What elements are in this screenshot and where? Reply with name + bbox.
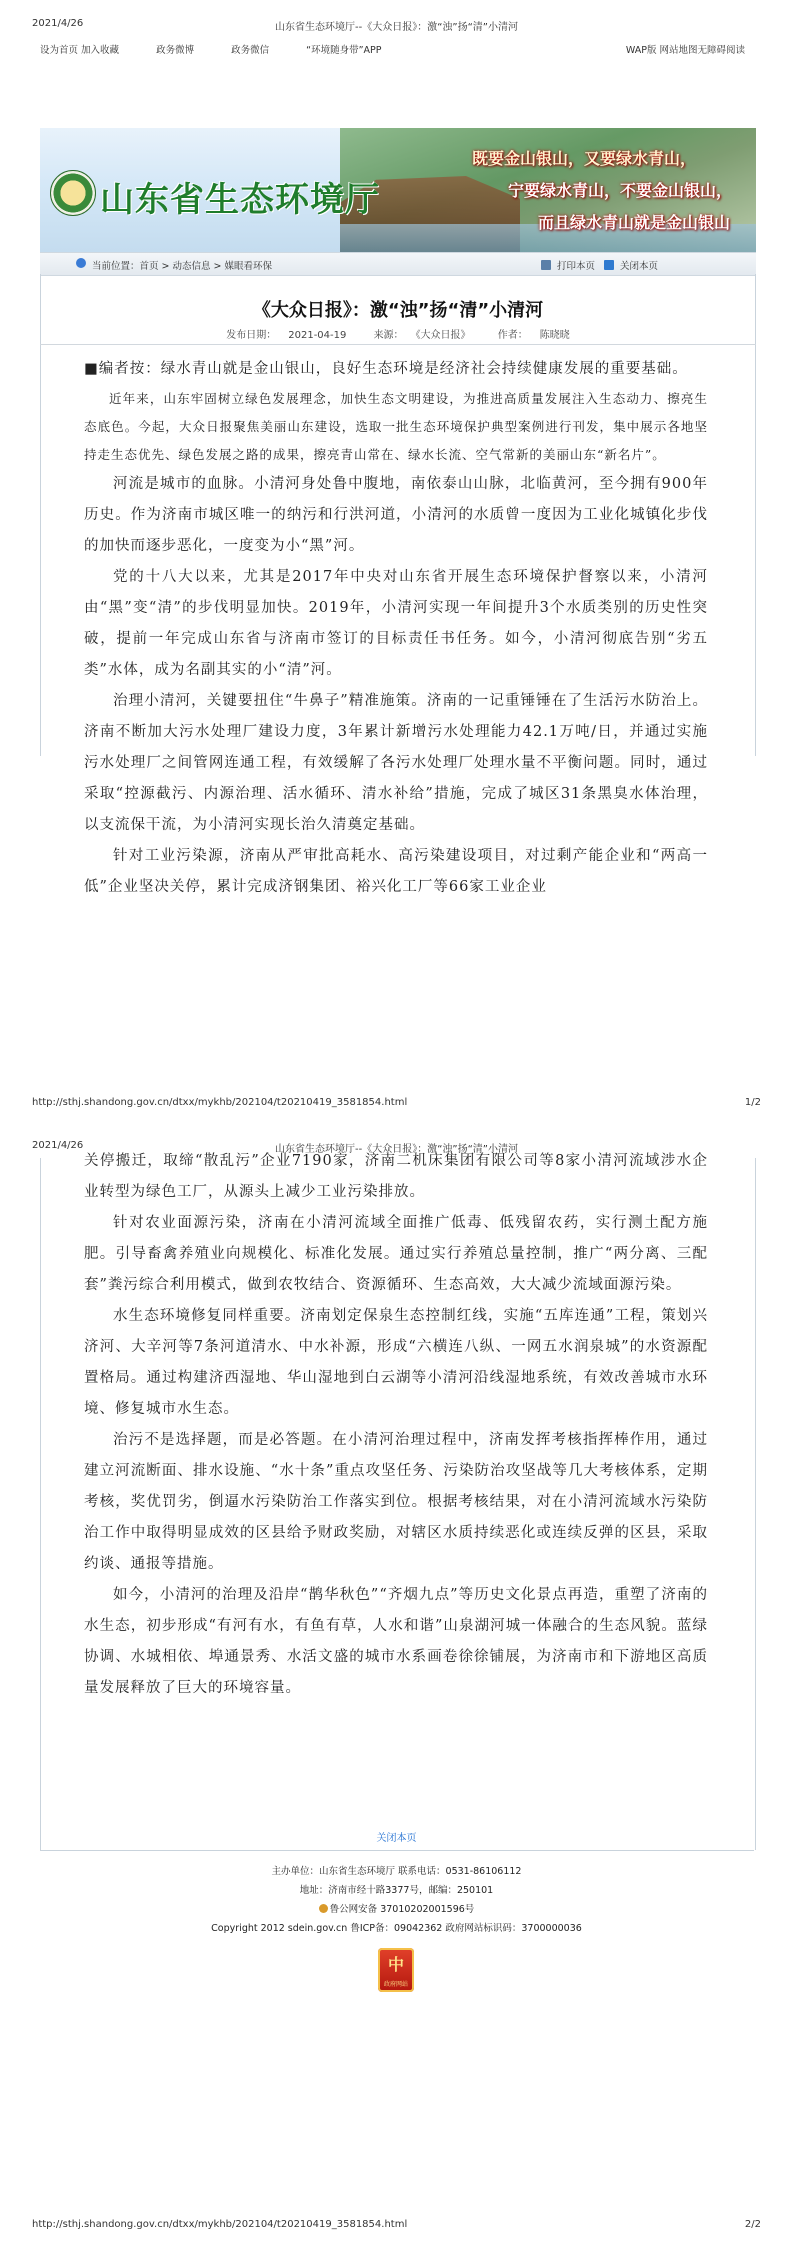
set-homepage-link[interactable]: 设为首页 加入收藏: [40, 45, 120, 56]
paragraph: 关停搬迁，取缔“散乱污”企业7190家，济南二机床集团有限公司等8家小清河流域涉水企业转型为绿色工厂，从源头上减少工业污染排放。: [84, 1153, 708, 1200]
print-date: 2021/4/26: [32, 1140, 84, 1151]
slogan-line-1: 既要金山银山，又要绿水青山，: [472, 149, 697, 168]
paragraph: 水生态环境修复同样重要。济南划定保泉生态控制红线，实施“五库连通”工程，策划兴济河、大辛河等7条河道清水、中水补源，形成“六横连八纵、一网五水润泉城”的水资源配置格局。通过构建济西湿地、华山湿地到白云湖等小清河沿线湿地系统，有效改善城市水环境、修复城市水生态。: [84, 1308, 708, 1417]
paragraph: 如今，小清河的治理及沿岸“鹊华秋色”“齐烟九点”等历史文化景点再造，重塑了济南的水生态，初步形成“有河有水，有鱼有草，人水和谐”山泉湖河城一体融合的生态风貌。蓝绿协调、水城相依、埠通景秀、水活文盛的城市水系画卷徐徐铺展，为济南市和下游地区高质量发展释放了巨大的环境容量。: [84, 1587, 708, 1696]
article-author: 陈晓晓: [539, 330, 570, 341]
site-footer: [0, 1862, 793, 1938]
footer-police-record[interactable]: 鲁公网安备 37010202001596号: [329, 1904, 475, 1915]
article-body-part-1: [84, 354, 708, 903]
paragraph: 党的十八大以来，尤其是2017年中央对山东省开展生态环境保护督察以来，小清河由“黑”变“清”的步伐明显加快。2019年，小清河实现一年间提升3个水质类别的历史性突破，提前一年完成山东省与济南市签订的目标责任书任务。如今，小清河彻底告别“劣五类”水体，成为名副其实的小“清”河。: [84, 569, 708, 678]
author-label: 作者：: [497, 330, 528, 341]
close-icon[interactable]: [604, 260, 614, 270]
print-doc-title: 山东省生态环境厅--《大众日报》：激“浊”扬“清”小清河: [275, 22, 518, 33]
footer-copyright[interactable]: Copyright 2012 sdein.gov.cn 鲁ICP备：09042362 政府网站标识码：3700000036: [211, 1923, 582, 1934]
footer-address: 地址：济南市经十路3377号，邮编：250101: [299, 1885, 494, 1896]
wechat-link[interactable]: 政务微信: [231, 45, 270, 56]
editor-note-2: 近年来，山东牢固树立绿色发展理念，加快生态文明建设，为推进高质量发展注入生态动力、擦亮生态底色。今起，大众日报聚焦美丽山东建设，选取一批生态环境保护典型案例进行刊发，集中展示各地坚持走生态优先、绿色发展之路的成果，擦亮青山常在、绿水长流、空气常新的美丽山东“新名片”。: [84, 391, 708, 462]
publish-date: 2021-04-19: [288, 330, 347, 341]
frame-bottom-border: [40, 1850, 754, 1851]
paragraph: 针对工业污染源，济南从严审批高耗水、高污染建设项目，对过剩产能企业和“两高一低”企业坚决关停，累计完成济钢集团、裕兴化工厂等66家工业企业: [84, 848, 708, 895]
print-date: 2021/4/26: [32, 18, 84, 29]
article-title: 《大众日报》：激“浊”扬“清”小清河: [252, 300, 544, 321]
print-page-number: 2/2: [744, 2219, 761, 2230]
date-label: 发布日期：: [226, 330, 277, 341]
print-url: http://sthj.shandong.gov.cn/dtxx/mykhb/202104/t20210419_3581854.html: [32, 1097, 408, 1108]
print-page-button[interactable]: 打印本页: [556, 261, 595, 272]
slogan-line-3: 而且绿水青山就是金山银山: [538, 213, 731, 232]
close-page-link[interactable]: 关闭本页: [376, 1833, 417, 1844]
slogan-line-2: 宁要绿水青山，不要金山银山，: [508, 181, 733, 200]
print-url: http://sthj.shandong.gov.cn/dtxx/mykhb/202104/t20210419_3581854.html: [32, 2219, 408, 2230]
site-banner: [40, 128, 756, 252]
print-doc-title: 山东省生态环境厅--《大众日报》：激“浊”扬“清”小清河: [275, 1144, 518, 1155]
location-icon: [76, 258, 86, 268]
print-page-number: 1/2: [744, 1097, 761, 1108]
breadcrumb[interactable]: 当前位置：首页 > 动态信息 > 媒眼看环保: [92, 261, 272, 272]
top-link-bar: [40, 42, 753, 58]
article-body-part-2: [84, 1146, 708, 1704]
article-meta: [40, 326, 756, 341]
app-link[interactable]: “环境随身带”APP: [306, 45, 382, 56]
close-page-button[interactable]: 关闭本页: [619, 261, 658, 272]
department-emblem-icon[interactable]: [50, 170, 96, 216]
paragraph: 针对农业面源污染，济南在小清河流域全面推广低毒、低残留农药，实行测土配方施肥。引导畜禽养殖业向规模化、标准化发展。通过实行养殖总量控制，推广“两分离、三配套”粪污综合利用模式，做到农牧结合、资源循环、生态高效，大大减少流域面源污染。: [84, 1215, 708, 1293]
government-site-badge-icon[interactable]: [378, 1948, 414, 1992]
weibo-link[interactable]: 政务微博: [156, 45, 195, 56]
article-source: 《大众日报》: [415, 330, 471, 341]
paragraph: 河流是城市的血脉。小清河身处鲁中腹地，南依泰山山脉，北临黄河，至今拥有900年历史。作为济南市城区唯一的纳污和行洪河道，小清河的水质曾一度因为工业化城镇化步伐的加快而逐步恶化，一度变为小“黑”河。: [84, 476, 708, 554]
footer-host: 主办单位：山东省生态环境厅 联系电话：0531-86106112: [271, 1866, 522, 1877]
paragraph: 治污不是选择题，而是必答题。在小清河治理过程中，济南发挥考核指挥棒作用，通过建立河流断面、排水设施、“水十条”重点攻坚任务、污染防治攻坚战等几大考核体系，定期考核，奖优罚劣，倒逼水污染防治工作落实到位。根据考核结果，对在小清河流域水污染防治工作中取得明显成效的区县给予财政奖励，对辖区水质持续恶化或连续反弹的区县，采取约谈、通报等措施。: [84, 1432, 708, 1572]
wap-sitemap-links[interactable]: WAP版 网站地图无障碍阅读: [625, 45, 745, 56]
title-divider: [40, 344, 756, 345]
police-badge-icon: [319, 1904, 328, 1913]
editor-note: ■编者按：绿水青山就是金山银山，良好生态环境是经济社会持续健康发展的重要基础。: [84, 361, 688, 377]
site-name[interactable]: 山东省生态环境厅: [100, 180, 380, 220]
paragraph: 治理小清河，关键要扭住“牛鼻子”精准施策。济南的一记重锤锤在了生活污水防治上。济南不断加大污水处理厂建设力度，3年累计新增污水处理能力42.1万吨/日，并通过实施污水处理厂之间管网连通工程，有效缓解了各污水处理厂处理水量不平衡问题。同时，通过采取“控源截污、内源治理、活水循环、清水补给”措施，完成了城区31条黑臭水体治理，以支流保干流，为小清河实现长治久清奠定基础。: [84, 693, 708, 833]
breadcrumb-bar: [40, 252, 756, 276]
source-label: 来源：: [373, 330, 404, 341]
badge-glyph: 中: [387, 1955, 404, 1974]
badge-label: 政府网站: [383, 1981, 408, 1988]
print-icon[interactable]: [541, 260, 551, 270]
